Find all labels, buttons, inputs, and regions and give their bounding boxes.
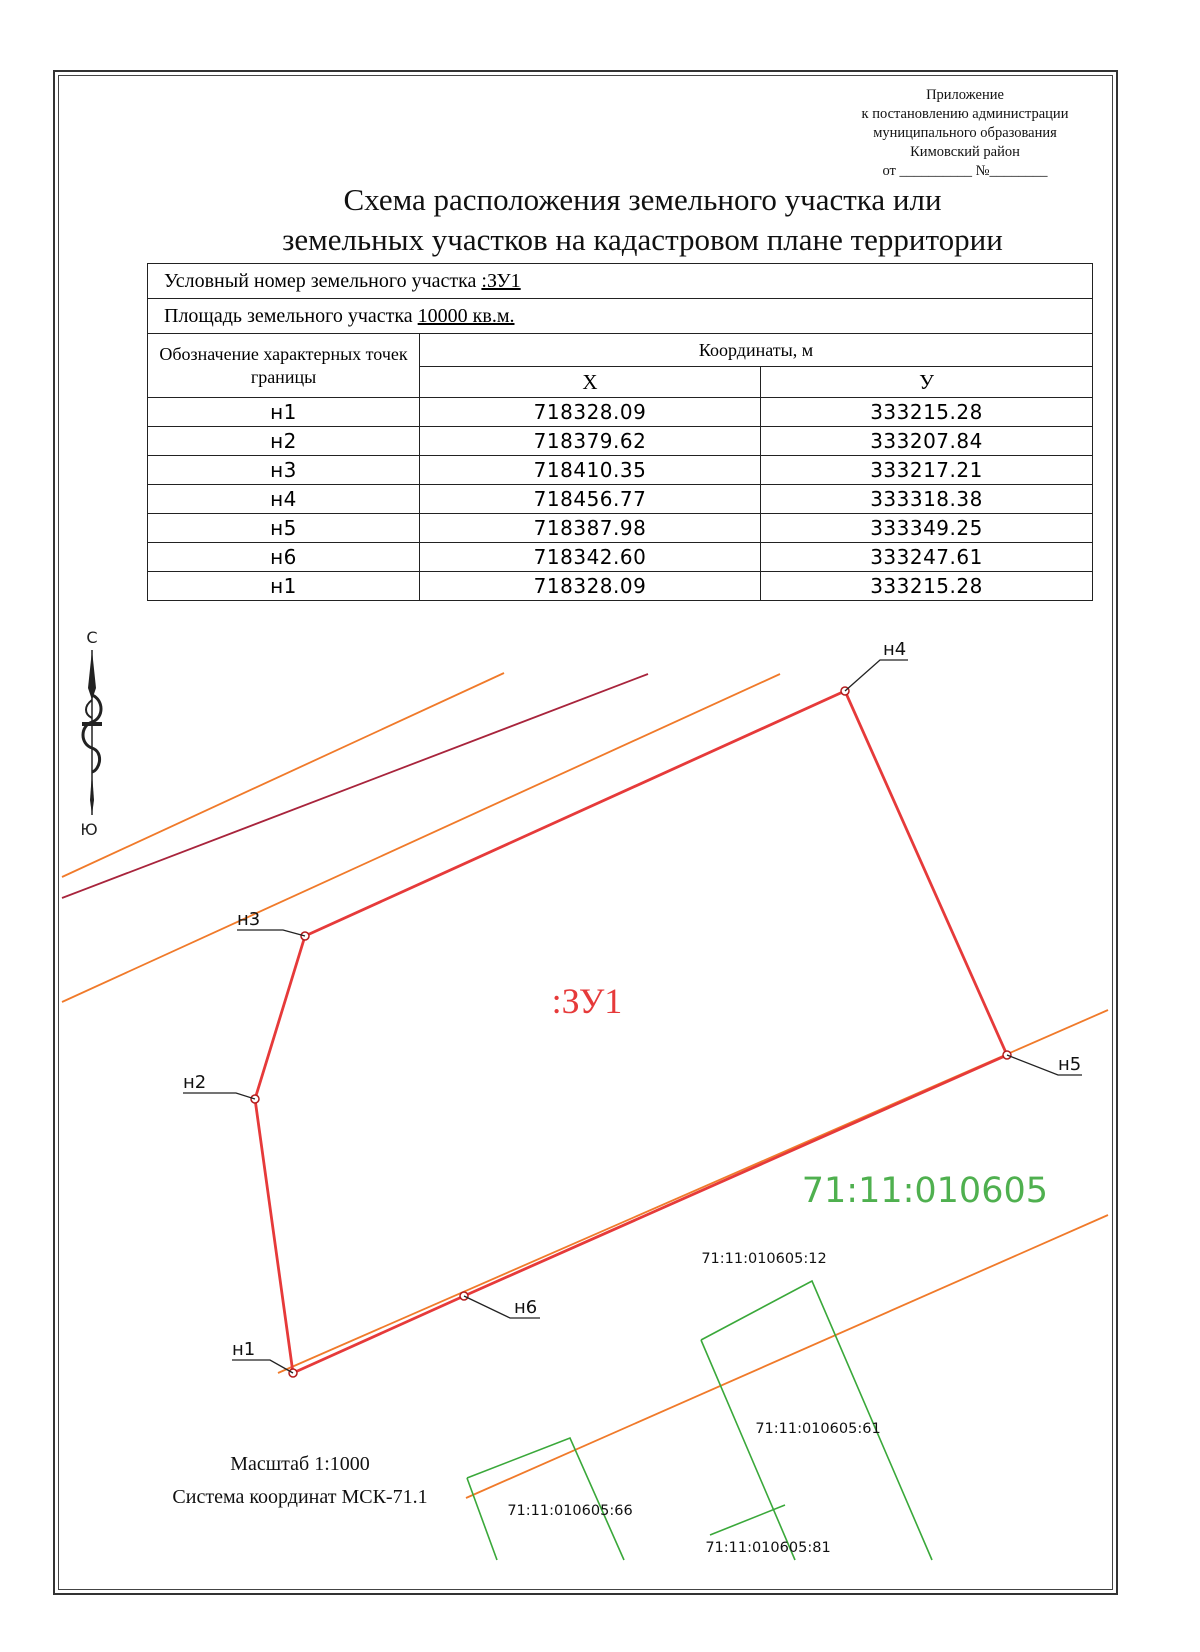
cell-y: 333247.61 <box>761 543 1093 572</box>
neighbor-label: 71:11:010605:81 <box>705 1540 831 1556</box>
approval-line: муниципального образования <box>873 125 1057 141</box>
parcel-label: :ЗУ1 <box>551 981 623 1021</box>
compass-south-label: Ю <box>80 820 98 839</box>
cell-y: 333349.25 <box>761 514 1093 543</box>
cell-point: н1 <box>148 398 420 427</box>
y-header: У <box>761 367 1093 398</box>
road-line-dark <box>62 674 648 898</box>
approval-line: от __________ №________ <box>882 163 1048 179</box>
compass-north-label: С <box>86 628 98 647</box>
vertex-label-n2: н2 <box>183 1072 207 1093</box>
crs-text: Система координат МСК-71.1 <box>172 1486 428 1508</box>
cell-x: 718379.62 <box>420 427 761 456</box>
parcel-number-value: :ЗУ1 <box>481 269 521 292</box>
cell-x: 718328.09 <box>420 398 761 427</box>
parcel-area-label: Площадь земельного участка <box>164 304 418 327</box>
parcel-area-value: 10000 кв.м. <box>417 304 515 327</box>
scale-text: Масштаб 1:1000 <box>230 1453 370 1475</box>
approval-line: Кимовский район <box>910 144 1020 160</box>
cell-x: 718328.09 <box>420 572 761 601</box>
cell-y: 333215.28 <box>761 572 1093 601</box>
cell-x: 718387.98 <box>420 514 761 543</box>
cell-x: 718410.35 <box>420 456 761 485</box>
approval-line: к постановлению администрации <box>861 106 1069 122</box>
cell-point: н4 <box>148 485 420 514</box>
x-header: X <box>420 367 761 398</box>
parcel-boundary <box>255 691 1007 1373</box>
cell-point: н5 <box>148 514 420 543</box>
boundary-points <box>251 687 1011 1377</box>
coords-header: Координаты, м <box>420 334 1093 367</box>
approval-line: Приложение <box>926 87 1004 103</box>
neighbor-label: 71:11:010605:12 <box>701 1251 827 1267</box>
north-arrow-icon <box>82 650 102 815</box>
vertex-label-n3: н3 <box>237 909 261 930</box>
point-header: Обозначение характерных точек границы <box>148 334 420 398</box>
neighbor-label: 71:11:010605:66 <box>507 1503 633 1519</box>
cell-y: 333318.38 <box>761 485 1093 514</box>
cell-x: 718456.77 <box>420 485 761 514</box>
cell-y: 333217.21 <box>761 456 1093 485</box>
cell-point: н1 <box>148 572 420 601</box>
quarter-label: 71:11:010605 <box>801 1171 1048 1211</box>
road-line-middle <box>62 674 780 1002</box>
cell-y: 333207.84 <box>761 427 1093 456</box>
vertex-label-n4: н4 <box>883 639 907 660</box>
title-line-1: Схема расположения земельного участка или <box>343 182 942 217</box>
cell-point: н3 <box>148 456 420 485</box>
cell-y: 333215.28 <box>761 398 1093 427</box>
cell-x: 718342.60 <box>420 543 761 572</box>
vertex-label-n6: н6 <box>514 1297 538 1318</box>
vertex-leaders <box>183 660 1082 1373</box>
cell-point: н6 <box>148 543 420 572</box>
cell-point: н2 <box>148 427 420 456</box>
title-line-2: земельных участков на кадастровом плане территории <box>282 222 1003 257</box>
vertex-label-n1: н1 <box>232 1339 256 1360</box>
vertex-label-n5: н5 <box>1058 1054 1082 1075</box>
scale-block <box>140 1448 460 1514</box>
neighbor-label: 71:11:010605:61 <box>755 1421 881 1437</box>
parcel-number-label: Условный номер земельного участка <box>164 269 482 292</box>
road-line-upper <box>62 673 504 877</box>
